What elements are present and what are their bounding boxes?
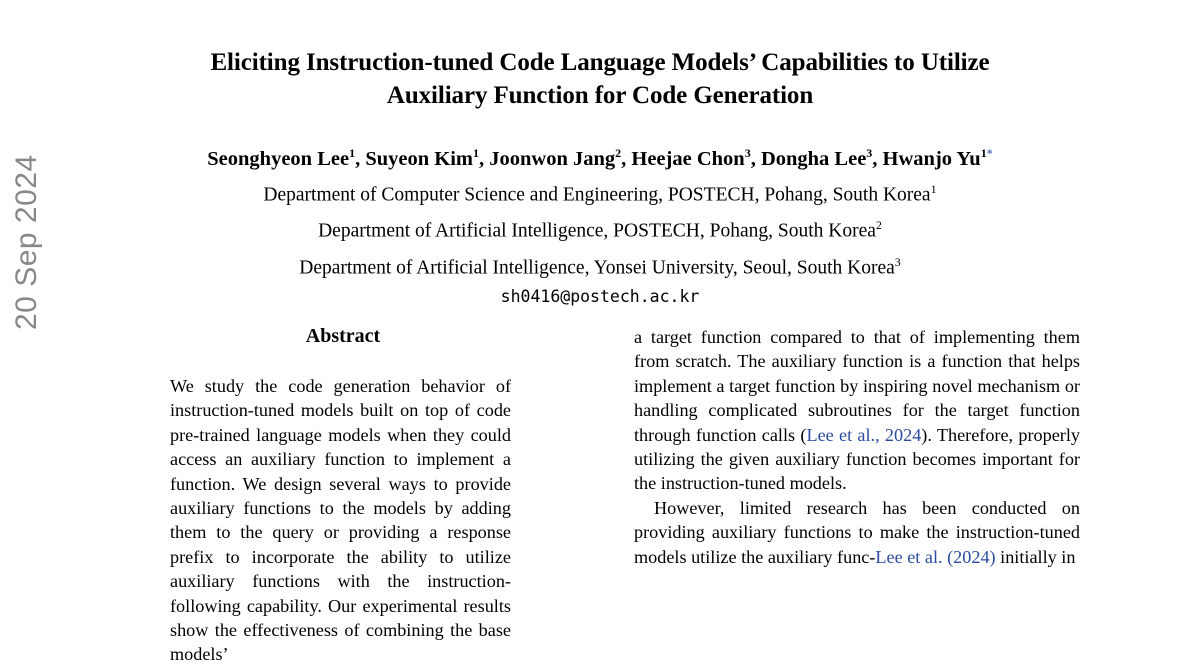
affiliation-text: Department of Computer Science and Engineering, POSTECH, Pohang, South Korea xyxy=(263,184,931,206)
author-affil-marker: 2 xyxy=(615,146,622,160)
affiliation-text: Department of Artificial Intelligence, Yonsei University, Seoul, South Korea xyxy=(299,257,895,279)
affiliation-marker: 3 xyxy=(894,254,901,269)
abstract-body xyxy=(120,374,566,667)
author-name: Hwanjo Yu xyxy=(882,147,981,170)
arxiv-date-stamp: 20 Sep 2024 xyxy=(10,154,43,330)
left-column xyxy=(120,325,566,667)
contact-email[interactable]: sh0416@postech.ac.kr xyxy=(500,287,700,307)
affiliation-2 xyxy=(120,212,1080,245)
author-name: Heejae Chon xyxy=(631,147,745,170)
author-name: Dongha Lee xyxy=(760,147,867,170)
author-affil-marker: 1 xyxy=(472,146,479,160)
page-title xyxy=(120,46,1080,112)
affiliation-marker: 1 xyxy=(930,181,937,196)
paper-page xyxy=(120,0,1080,665)
affiliation-text: Department of Artificial Intelligence, POSTECH, Pohang, South Korea xyxy=(318,220,876,242)
author-name: Joonwon Jang xyxy=(489,147,616,170)
author-name: Suyeon Kim xyxy=(365,147,473,170)
title-line-2: Auxiliary Function for Code Generation xyxy=(386,82,814,109)
paragraph-text: a target function compared to that of implementing them from scratch. The auxiliary function is a function that helps implement a target function by inspiring novel mechanism or handling complicated subroutines for the target function through function calls ( xyxy=(634,327,1080,445)
abstract-paragraph: We study the code generation behavior of instruction-tuned models built on top of code pre-trained language models when they could access an auxiliary function to implement a function. We design several ways to provide auxiliary functions to the models by adding them to the query or providing a response prefix to incorporate the ability to utilize auxiliary functions with the instruction-following capability. Our experimental results show the effectiveness of combining the base models’ xyxy=(170,376,511,665)
author-name: Seonghyeon Lee xyxy=(207,147,350,170)
author xyxy=(883,148,993,170)
paragraph-text: However, limited research has been conducted on providing auxiliary functions to make the instruction-tuned models utilize the auxiliary func- xyxy=(634,497,1080,567)
author xyxy=(489,148,621,170)
paragraph-text: initially in xyxy=(995,546,1076,567)
citation-link[interactable]: Lee et al. (2024) xyxy=(875,546,996,567)
author-affil-marker: 1 xyxy=(349,146,356,160)
author-list: Seonghyeon Lee$^1$, Suyeon Kim$^1$, Joonwon Jang$^2$, Heejae Chon$^3$, Dongha Lee$^3$, Hwanjo $Yu^{1*}$ xyxy=(207,146,993,170)
two-column-body xyxy=(120,325,1080,667)
paragraph-text: ). Therefore, properly utilizing the given auxiliary function becomes important for the instruction-tuned models. xyxy=(634,424,1080,494)
author-affil-marker: 1 xyxy=(980,146,987,160)
author xyxy=(207,148,355,170)
abstract-heading: Abstract xyxy=(305,325,381,347)
affiliation-marker: 2 xyxy=(875,218,882,233)
intro-paragraph-next xyxy=(634,496,1080,569)
author xyxy=(365,148,479,170)
author-affil-marker: 3 xyxy=(744,146,751,160)
title-line-1: Eliciting Instruction-tuned Code Language Models’ Capabilities to Utilize xyxy=(210,49,990,76)
author xyxy=(631,148,750,170)
citation-link[interactable]: Lee et al., 2024 xyxy=(806,424,922,445)
intro-paragraph-continued xyxy=(634,325,1080,496)
affiliation-1 xyxy=(120,176,1080,209)
right-column xyxy=(634,325,1080,667)
author-affil-marker: 3 xyxy=(866,146,873,160)
corresponding-author-marker: * xyxy=(986,146,993,160)
author xyxy=(761,148,872,170)
affiliation-3 xyxy=(120,249,1080,282)
